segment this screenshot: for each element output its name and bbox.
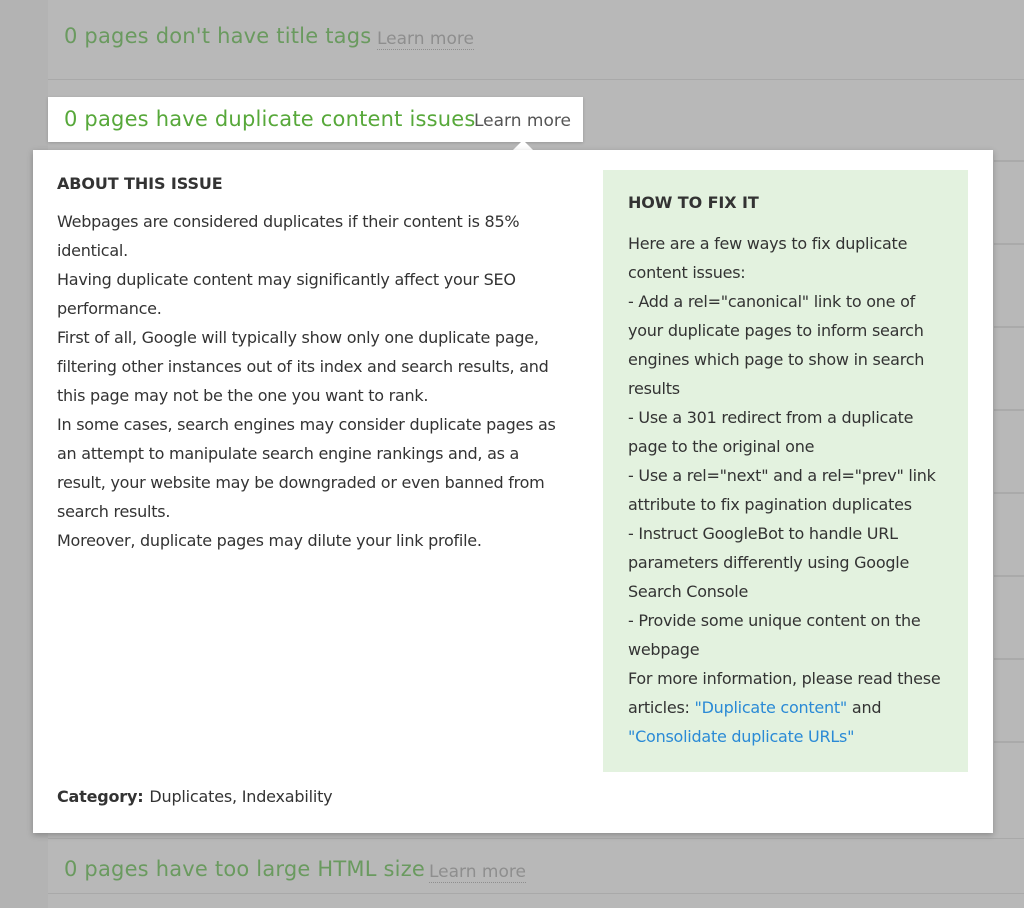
- issue-row-title-tags[interactable]: [48, 0, 1024, 80]
- issue-row-html-size[interactable]: [48, 838, 1024, 894]
- about-paragraph: Webpages are considered duplicates if their content is 85% identical.: [57, 212, 520, 260]
- learn-more-link[interactable]: Learn more: [377, 29, 474, 49]
- more-info-line: [628, 664, 948, 751]
- more-info-text: For more information, please read these articles:: [628, 669, 941, 717]
- issue-row-title: 0 pages have too large HTML size: [64, 857, 426, 881]
- about-paragraph: In some cases, search engines may consider duplicate pages as an attempt to manipulate search engine rankings and, as a result, your website may be downgraded or even banned from search results.: [57, 415, 556, 521]
- about-issue-section: [57, 174, 562, 555]
- learn-more-link[interactable]: Learn more: [474, 111, 571, 131]
- fix-line: Here are a few ways to fix duplicate content issues:: [628, 234, 908, 282]
- row-divider: [994, 326, 1024, 328]
- category-value: Duplicates, Indexability: [149, 787, 333, 806]
- learn-more-link[interactable]: Learn more: [429, 862, 526, 882]
- fix-line: - Use a rel="next" and a rel="prev" link attribute to fix pagination duplicates: [628, 466, 936, 514]
- fix-line: - Provide some unique content on the webpage: [628, 611, 921, 659]
- consolidate-urls-link[interactable]: "Consolidate duplicate URLs": [628, 727, 855, 746]
- row-divider: [994, 492, 1024, 494]
- fix-line: - Add a rel="canonical" link to one of your duplicate pages to inform search engines which page to show in search results: [628, 292, 925, 398]
- row-divider: [994, 741, 1024, 743]
- fix-line: - Instruct GoogleBot to handle URL parameters differently using Google Search Console: [628, 524, 910, 601]
- issue-row-title: 0 pages have duplicate content issues: [64, 107, 476, 131]
- duplicate-content-link[interactable]: "Duplicate content": [694, 698, 848, 717]
- category-line: [57, 787, 332, 806]
- about-body: [57, 207, 562, 555]
- about-paragraph: Having duplicate content may significantly affect your SEO performance.: [57, 270, 516, 318]
- about-heading: ABOUT THIS ISSUE: [57, 174, 223, 193]
- row-divider: [994, 243, 1024, 245]
- how-to-fix-heading: HOW TO FIX IT: [628, 193, 759, 212]
- row-divider: [994, 409, 1024, 411]
- link-joiner: and: [847, 698, 882, 717]
- fix-line: - Use a 301 redirect from a duplicate page to the original one: [628, 408, 914, 456]
- issue-row-duplicate-content[interactable]: [48, 97, 583, 142]
- category-label: Category:: [57, 787, 144, 806]
- row-divider: [994, 658, 1024, 660]
- about-paragraph: Moreover, duplicate pages may dilute your link profile.: [57, 531, 482, 550]
- how-to-fix-panel: [603, 170, 968, 772]
- about-paragraph: First of all, Google will typically show only one duplicate page, filtering other instances out of its index and search results, and this page may not be the one you want to rank.: [57, 328, 549, 405]
- issue-details-popup: [33, 150, 993, 833]
- issue-row-title: 0 pages don't have title tags: [64, 24, 372, 48]
- row-divider: [994, 575, 1024, 577]
- row-divider: [994, 160, 1024, 162]
- how-to-fix-body: [628, 229, 948, 751]
